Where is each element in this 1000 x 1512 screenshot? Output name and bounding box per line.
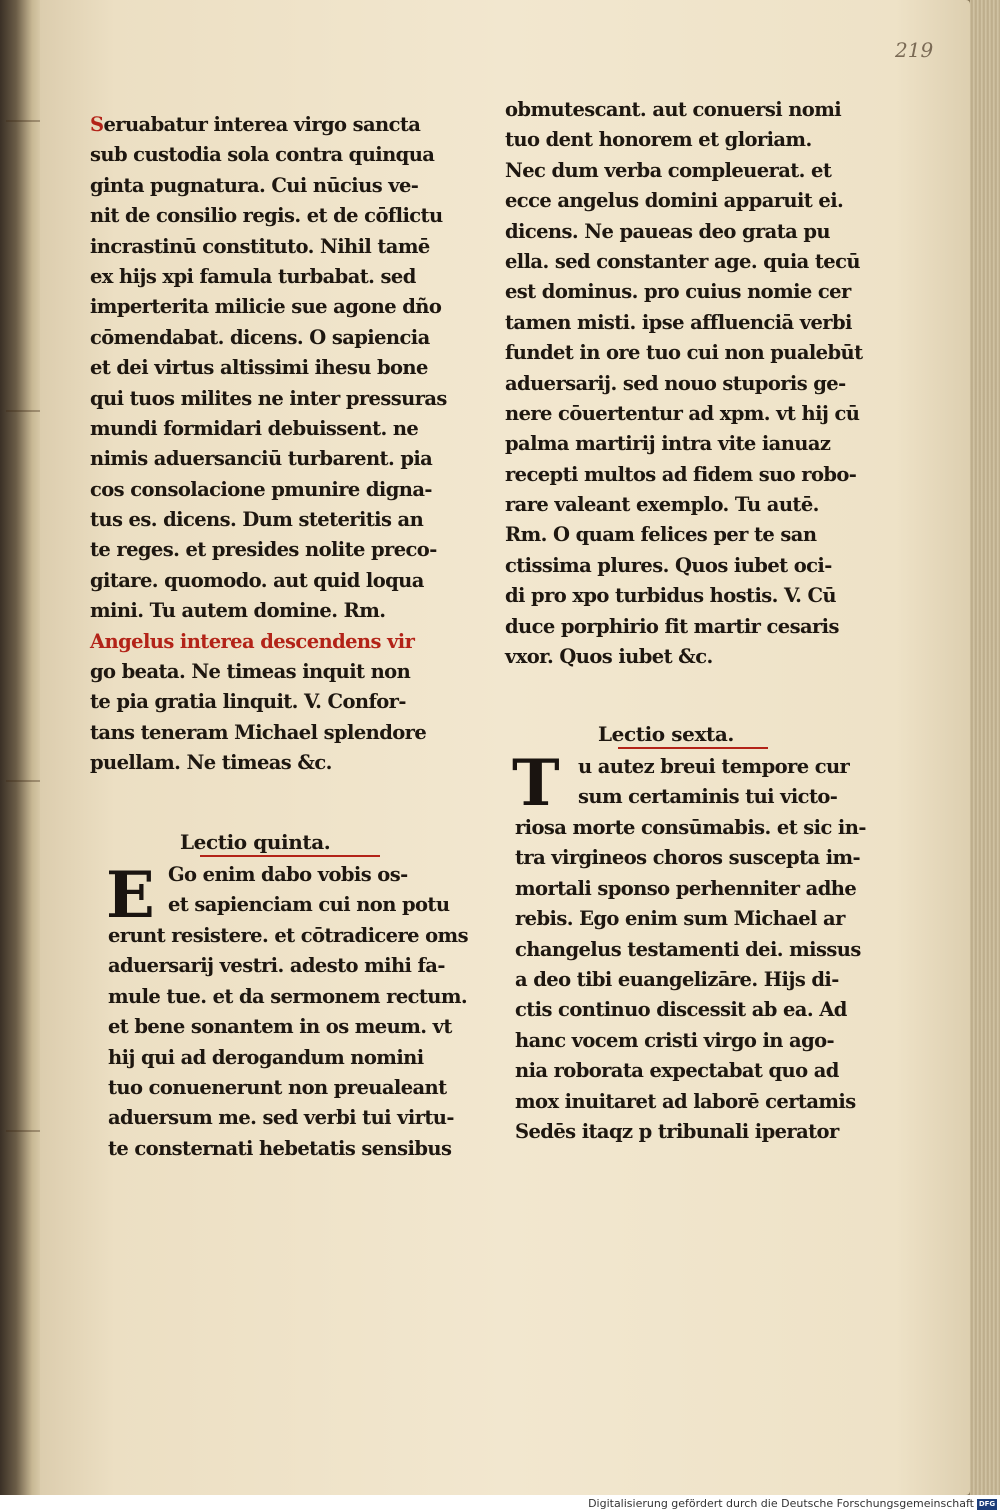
decorated-initial: T bbox=[512, 746, 560, 821]
text-line: nit de consilio regis. et de cōflictu bbox=[90, 204, 443, 228]
dfg-logo: DFG bbox=[978, 1500, 996, 1508]
text-line: tuo conuenerunt non preualeant bbox=[108, 1075, 447, 1099]
right-column-lectio-sexta-text-cont bbox=[515, 813, 866, 1147]
text-line: mini. Tu autem domine. Rm. bbox=[90, 599, 386, 623]
text-line: mox inuitaret ad laborē certamis bbox=[515, 1089, 856, 1113]
text-line: Angelus interea descendens vir bbox=[90, 629, 415, 653]
text-line: et sapienciam cui non potu bbox=[168, 893, 450, 917]
text-line: gitare. quomodo. aut quid loqua bbox=[90, 568, 424, 592]
text-line: mundi formidari debuissent. ne bbox=[90, 416, 419, 440]
left-column-lectio-quinta-text bbox=[168, 860, 458, 921]
gutter-mark bbox=[6, 1130, 40, 1132]
text-line: incrastinū constituto. Nihil tamē bbox=[90, 234, 430, 258]
text-line: hanc vocem cristi virgo in ago- bbox=[515, 1028, 835, 1052]
text-line: aduersarij. sed nouo stuporis ge- bbox=[505, 371, 846, 395]
text-line: ctissima plures. Quos iubet oci- bbox=[505, 553, 832, 577]
text-line: cos consolacione pmunire digna- bbox=[90, 477, 432, 501]
text-line: dicens. Ne paueas deo grata pu bbox=[505, 219, 830, 243]
text-line: ginta pugnatura. Cui nūcius ve- bbox=[90, 173, 419, 197]
text-line: tuo dent honorem et gloriam. bbox=[505, 128, 812, 152]
text-line: cōmendabat. dicens. O sapiencia bbox=[90, 325, 430, 349]
heading-text: Lectio sexta. bbox=[598, 722, 734, 746]
folio-number: 219 bbox=[895, 38, 934, 62]
text-line: mortali sponso perhenniter adhe bbox=[515, 876, 857, 900]
text-line: hij qui ad derogandum nomini bbox=[108, 1045, 424, 1069]
section-heading-lectio-sexta bbox=[598, 722, 768, 746]
gutter-mark bbox=[6, 410, 40, 412]
text-line: te consternati hebetatis sensibus bbox=[108, 1136, 452, 1160]
text-line: est dominus. pro cuius nomie cer bbox=[505, 280, 851, 304]
text-line: ex hijs xpi famula turbabat. sed bbox=[90, 264, 416, 288]
text-line: duce porphirio fit martir cesaris bbox=[505, 614, 839, 638]
right-column-lectio-sexta-text bbox=[578, 752, 863, 813]
text-line: et bene sonantem in os meum. vt bbox=[108, 1015, 452, 1039]
text-line: ctis continuo discessit ab ea. Ad bbox=[515, 998, 847, 1022]
rubric-underline bbox=[200, 855, 380, 857]
text-line: sub custodia sola contra quinqua bbox=[90, 143, 435, 167]
text-line: Sedēs itaqz p tribunali iperator bbox=[515, 1119, 839, 1143]
text-line: recepti multos ad fidem suo robo- bbox=[505, 462, 857, 486]
decorated-initial: E bbox=[106, 858, 155, 933]
text-line: nere cōuertentur ad xpm. vt hij cū bbox=[505, 401, 860, 425]
text-line: tra virgineos choros suscepta im- bbox=[515, 846, 861, 870]
text-line: obmutescant. aut conuersi nomi bbox=[505, 98, 842, 121]
text-line: Go enim dabo vobis os- bbox=[168, 863, 408, 886]
text-line: te reges. et presides nolite preco- bbox=[90, 538, 437, 562]
text-line: u autez breui tempore cur bbox=[578, 755, 850, 778]
text-line: tans teneram Michael splendore bbox=[90, 720, 427, 744]
text-line: changelus testamenti dei. missus bbox=[515, 937, 861, 961]
heading-text: Lectio quinta. bbox=[180, 830, 331, 854]
left-column-lectio-quinta-text-cont bbox=[108, 921, 468, 1164]
line-text: eruabatur interea virgo sancta bbox=[103, 113, 421, 136]
right-column-text bbox=[505, 95, 863, 672]
text-line: nimis aduersanciū turbarent. pia bbox=[90, 447, 433, 471]
page-fore-edge bbox=[970, 0, 1000, 1495]
gutter-mark bbox=[6, 780, 40, 782]
text-line: riosa morte consūmabis. et sic in- bbox=[515, 816, 866, 839]
text-line: puellam. Ne timeas &c. bbox=[90, 751, 332, 775]
text-line: rebis. Ego enim sum Michael ar bbox=[515, 907, 845, 931]
left-column-text bbox=[90, 110, 450, 779]
text-line: qui tuos milites ne inter pressuras bbox=[90, 386, 447, 410]
text-line: erunt resistere. et cōtradicere oms bbox=[108, 924, 468, 947]
text-line: tus es. dicens. Dum steteritis an bbox=[90, 508, 424, 532]
text-line: nia roborata expectabat quo ad bbox=[515, 1059, 839, 1083]
text-line: go beata. Ne timeas inquit non bbox=[90, 660, 411, 684]
text-line: aduersum me. sed verbi tui virtu- bbox=[108, 1106, 454, 1130]
text-line: ecce angelus domini apparuit ei. bbox=[505, 189, 844, 213]
text-line: palma martirij intra vite ianuaz bbox=[505, 432, 831, 456]
text-line bbox=[90, 110, 450, 140]
rubric-initial: S bbox=[90, 113, 104, 136]
text-line: di pro xpo turbidus hostis. V. Cū bbox=[505, 584, 837, 608]
text-line: imperterita milicie sue agone dño bbox=[90, 295, 442, 319]
text-line: fundet in ore tuo cui non pualebūt bbox=[505, 341, 863, 365]
text-line: Rm. O quam felices per te san bbox=[505, 523, 817, 547]
text-line: te pia gratia linquit. V. Confor- bbox=[90, 690, 406, 714]
text-line: tamen misti. ipse affluenciā verbi bbox=[505, 310, 852, 334]
text-line: a deo tibi euangelizāre. Hijs di- bbox=[515, 967, 839, 991]
rubric-underline bbox=[618, 747, 768, 749]
text-line: vxor. Quos iubet &c. bbox=[505, 645, 713, 669]
text-line: ella. sed constanter age. quia tecū bbox=[505, 249, 860, 273]
text-line: rare valeant exemplo. Tu autē. bbox=[505, 493, 819, 517]
gutter-mark bbox=[6, 120, 40, 122]
text-line: et dei virtus altissimi ihesu bone bbox=[90, 356, 428, 380]
text-line: mule tue. et da sermonem rectum. bbox=[108, 984, 468, 1008]
section-heading-lectio-quinta bbox=[180, 830, 380, 854]
text-line: aduersarij vestri. adesto mihi fa- bbox=[108, 954, 445, 978]
footer-credit: Digitalisierung gefördert durch die Deutsche Forschungsgemeinschaft bbox=[588, 1497, 974, 1510]
text-line: Nec dum verba compleuerat. et bbox=[505, 158, 832, 182]
text-line: sum certaminis tui victo- bbox=[578, 785, 838, 809]
